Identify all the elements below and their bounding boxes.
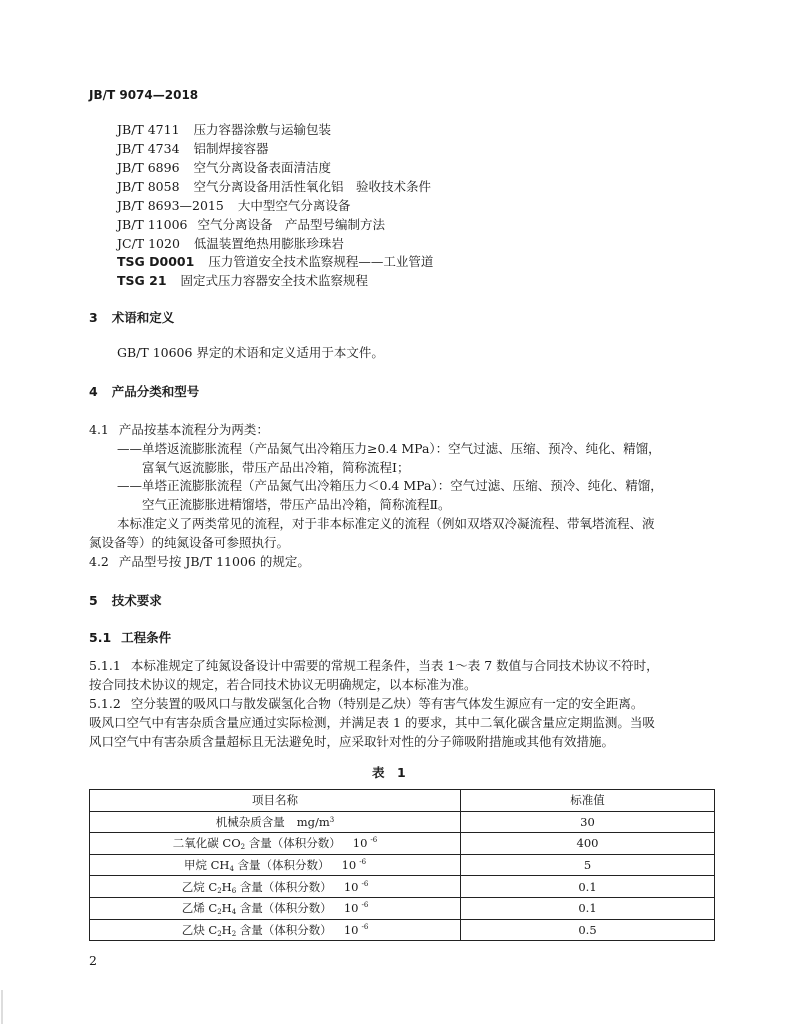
reference-title: 空气分离设备 产品型号编制方法 [197, 217, 385, 232]
reference-item [117, 122, 331, 138]
table-row [90, 854, 715, 876]
value-cell: 0.5 [461, 919, 715, 941]
clause-5-1-2: 5.1.2 空分装置的吸风口与散发碳氢化合物（特别是乙炔）等有害气体发生源应有一定的安全距离。 [89, 696, 644, 711]
scan-edge-mark [1, 990, 3, 1024]
reference-title: 铝制焊接容器 [193, 141, 269, 156]
reference-item [117, 141, 269, 157]
section-5-1-heading: 5.1 工程条件 [89, 630, 172, 645]
reference-item [117, 236, 344, 252]
value-cell: 0.1 [461, 876, 715, 898]
reference-title: 压力容器涂敷与运输包装 [193, 122, 332, 137]
list-item-continuation: 富氧气返流膨胀，带压产品出冷箱，简称流程Ⅰ； [142, 460, 410, 475]
reference-title: 大中型空气分离设备 [237, 198, 351, 213]
item-name-cell: 乙烷 $C_2H_6$ 含量（体积分数） 10 $^{-6}$ [90, 876, 461, 898]
item-name-cell: 机械杂质含量 $mg/m^3$ [90, 811, 461, 833]
paragraph-continuation: 风口空气中有害杂质含量超标且无法避免时，应采取针对性的分子筛吸附措施或其他有效措施。 [89, 734, 615, 749]
reference-code: TSG 21 [117, 273, 167, 288]
page-number: 2 [89, 953, 97, 968]
table-1 [89, 789, 715, 941]
reference-title: 低温装置绝热用膨胀珍珠岩 [193, 236, 344, 251]
paragraph-continuation: 氮设备等）的纯氮设备可参照执行。 [89, 535, 290, 550]
paragraph: 本标准定义了两类常见的流程，对于非本标准定义的流程（例如双塔双冷凝流程、带氧塔流程、液 [117, 516, 655, 531]
table-row [90, 876, 715, 898]
reference-title: 固定式压力容器安全技术监察规程 [180, 273, 369, 288]
clause-4-2: 4.2 产品型号按 JB/T 11006 的规定。 [89, 554, 310, 569]
paragraph-continuation: 吸风口空气中有害杂质含量应通过实际检测，并满足表 1 的要求，其中二氧化碳含量应定期监测。当吸 [89, 715, 655, 730]
value-cell: 30 [461, 811, 715, 833]
reference-item [117, 254, 433, 270]
table-caption: 表 1 [372, 765, 406, 780]
reference-item [117, 160, 331, 176]
item-name-cell: 乙烯 $C_2H_4$ 含量（体积分数） 10 $^{-6}$ [90, 897, 461, 919]
clause-5-1-1: 5.1.1 本标准规定了纯氮设备设计中需要的常规工程条件，当表 1～表 7 数值与合同技术协议不符时， [89, 658, 659, 673]
table-row [90, 897, 715, 919]
item-name-cell: 乙炔 $C_2H_2$ 含量（体积分数） 10 $^{-6}$ [90, 919, 461, 941]
list-item-continuation: 空气正流膨胀进精馏塔，带压产品出冷箱，简称流程Ⅱ。 [142, 497, 451, 512]
reference-code: JB/T 4711 [117, 122, 180, 137]
table-row [90, 811, 715, 833]
column-header-value: 标准值 [461, 790, 715, 812]
clause-4-1: 4.1 产品按基本流程分为两类： [89, 422, 269, 437]
reference-code: TSG D0001 [117, 254, 195, 269]
table-row [90, 833, 715, 855]
table-header-row [90, 790, 715, 812]
reference-title: 空气分离设备用活性氧化铝 验收技术条件 [193, 179, 432, 194]
reference-title: 压力管道安全技术监察规程——工业管道 [208, 254, 434, 269]
reference-title: 空气分离设备表面清洁度 [193, 160, 332, 175]
value-cell: 400 [461, 833, 715, 855]
reference-code: JB/T 6896 [117, 160, 180, 175]
table-row [90, 919, 715, 941]
value-cell: 0.1 [461, 897, 715, 919]
item-name-cell: 二氧化碳 $CO_2$ 含量（体积分数） 10 $^{-6}$ [90, 833, 461, 855]
document-id: JB/T 9074—2018 [89, 88, 199, 102]
reference-item [117, 179, 431, 195]
reference-code: JB/T 8058 [117, 179, 180, 194]
section-4-heading: 4 产品分类和型号 [89, 384, 200, 399]
reference-code: JB/T 4734 [117, 141, 180, 156]
section-5-heading: 5 技术要求 [89, 593, 162, 608]
reference-code: JB/T 8693—2015 [117, 198, 224, 213]
list-item: ——单塔正流膨胀流程（产品氮气出冷箱压力＜0.4 MPa）：空气过滤、压缩、预冷、纯化、精馏， [117, 478, 663, 493]
item-name-cell: 甲烷 $CH_4$ 含量（体积分数） 10 $^{-6}$ [90, 854, 461, 876]
reference-item [117, 198, 350, 214]
reference-item [117, 273, 368, 289]
section-3-body: GB/T 10606 界定的术语和定义适用于本文件。 [117, 345, 384, 360]
value-cell: 5 [461, 854, 715, 876]
column-header-item: 项目名称 [90, 790, 461, 812]
section-3-heading: 3 术语和定义 [89, 310, 175, 325]
reference-code: JB/T 11006 [117, 217, 188, 232]
reference-item [117, 217, 385, 233]
list-item: ——单塔返流膨胀流程（产品氮气出冷箱压力≥0.4 MPa）：空气过滤、压缩、预冷、纯化、精馏， [117, 441, 661, 456]
paragraph-continuation: 按合同技术协议的规定，若合同技术协议无明确规定，以本标准为准。 [89, 677, 477, 692]
reference-code: JC/T 1020 [117, 236, 180, 251]
